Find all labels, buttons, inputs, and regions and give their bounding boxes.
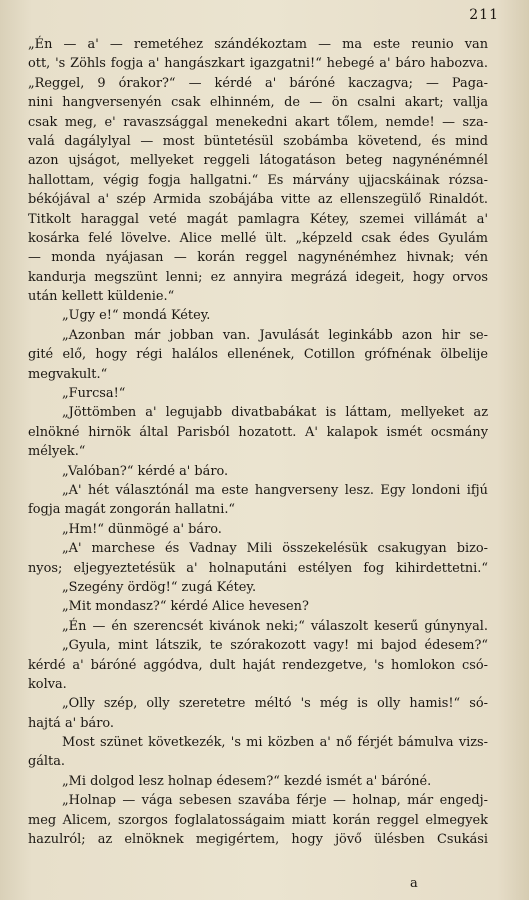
text-line: „Azonban már jobban van. Javulását leginkább azon hir se- (62, 327, 488, 343)
text-line: azon ujságot, mellyeket reggeli látogatáson beteg nagynénémnél (28, 153, 488, 169)
text-line: „Gyula, mint látszik, te szórakozott vagy! mi bajod édesem?“ (62, 638, 488, 654)
text-line: — monda nyájasan — korán reggel nagynénémhez hivnak; vén (28, 250, 488, 266)
text-line: mélyek.“ (28, 444, 86, 460)
text-line: „Valóban?“ kérdé a' báro. (62, 463, 229, 479)
text-line: nini hangversenyén csak elhinném, de — ön csalni akart; vallja (28, 95, 488, 111)
signature-mark: a (410, 876, 418, 891)
text-line: „Jöttömben a' legujabb divatbabákat is láttam, mellyeket az (62, 405, 488, 421)
page-number: 211 (469, 7, 499, 23)
text-line: elnökné hirnök által Parisból hozatott. A' kalapok ismét ocsmány (28, 424, 488, 440)
text-line: „Mi dolgod lesz holnap édesem?“ kezdé ismét a' báróné. (62, 773, 432, 789)
text-line: „Holnap — vága sebesen szavába férje — holnap, már engedj- (62, 793, 488, 809)
text-line: „A' hét választónál ma este hangverseny lesz. Egy londoni ifjú (62, 482, 488, 498)
text-line: megvakult.“ (28, 366, 108, 382)
text-line: kandurja megszünt lenni; ez annyira megrázá idegeit, hogy orvos (28, 269, 488, 285)
text-line: „Reggel, 9 órakor?“ — kérdé a' báróné kaczagva; — Paga- (28, 75, 488, 91)
text-line: hazulról; az elnöknek megigértem, hogy jövő ülésben Csukási (28, 832, 488, 848)
text-line: gité elő, hogy régi halálos ellenének, Cotillon grófnénak ölbelije (28, 347, 488, 363)
text-line: ott, 's Zöhls fogja a' hangászkart igazgatni!“ hebegé a' báro habozva. (28, 56, 488, 72)
text-line: „Hm!“ dünmögé a' báro. (62, 521, 222, 537)
text-line: „Szegény ördög!“ zugá Kétey. (62, 579, 257, 595)
text-line: „Ugy e!“ mondá Kétey. (62, 308, 211, 324)
text-line: békójával a' szép Armida szobájába vitte az ellenszegülő Rinaldót. (28, 192, 488, 208)
body-text (28, 35, 488, 849)
text-line: fogja magát zongorán hallatni.“ (28, 502, 236, 518)
text-line: meg Alicem, szorgos foglalatosságaim miatt korán reggel elmegyek (28, 812, 488, 828)
text-line: „Én — a' — remetéhez szándékoztam — ma este reunio van (28, 37, 488, 52)
text-line: „Olly szép, olly szeretetre méltó 's még is olly hamis!“ só- (62, 696, 488, 712)
text-line: „A' marchese és Vadnay Mili összekelésük csakugyan bizo- (62, 541, 488, 557)
text-line: Most szünet következék, 's mi közben a' nő férjét bámulva vizs- (62, 735, 488, 751)
text-line: után kellett küldenie.“ (28, 289, 175, 305)
text-line: valá dagálylyal — most büntetésül szobámba követend, és mind (28, 133, 488, 149)
text-line: hajtá a' báro. (28, 715, 115, 731)
text-line: „Mit mondasz?“ kérdé Alice hevesen? (62, 599, 309, 615)
text-line: csak meg, e' ravaszsággal menekedni akart tőlem, nemde! — sza- (28, 114, 488, 130)
text-line: kosárka felé lövelve. Alice mellé ült. „képzeld csak édes Gyulám (28, 230, 488, 246)
text-line: „Én — én szerencsét kivánok neki;“ válaszolt keserű gúnynyal. (62, 618, 488, 634)
text-line: hallottam, végig fogja hallgatni.“ Es márvány ujjacskáinak rózsa- (28, 172, 488, 188)
text-line: Titkolt haraggal veté magát pamlagra Kétey, szemei villámát a' (28, 211, 488, 227)
text-line: kolva. (28, 676, 67, 692)
text-line: nyos; eljegyeztetésük a' holnaputáni estélyen fog kihirdettetni.“ (28, 560, 488, 576)
text-line: kérdé a' báróné aggódva, dult haját rendezgetve, 's homlokon csó- (28, 657, 488, 673)
text-line: gálta. (28, 754, 66, 770)
text-line: „Furcsa!“ (62, 386, 126, 402)
